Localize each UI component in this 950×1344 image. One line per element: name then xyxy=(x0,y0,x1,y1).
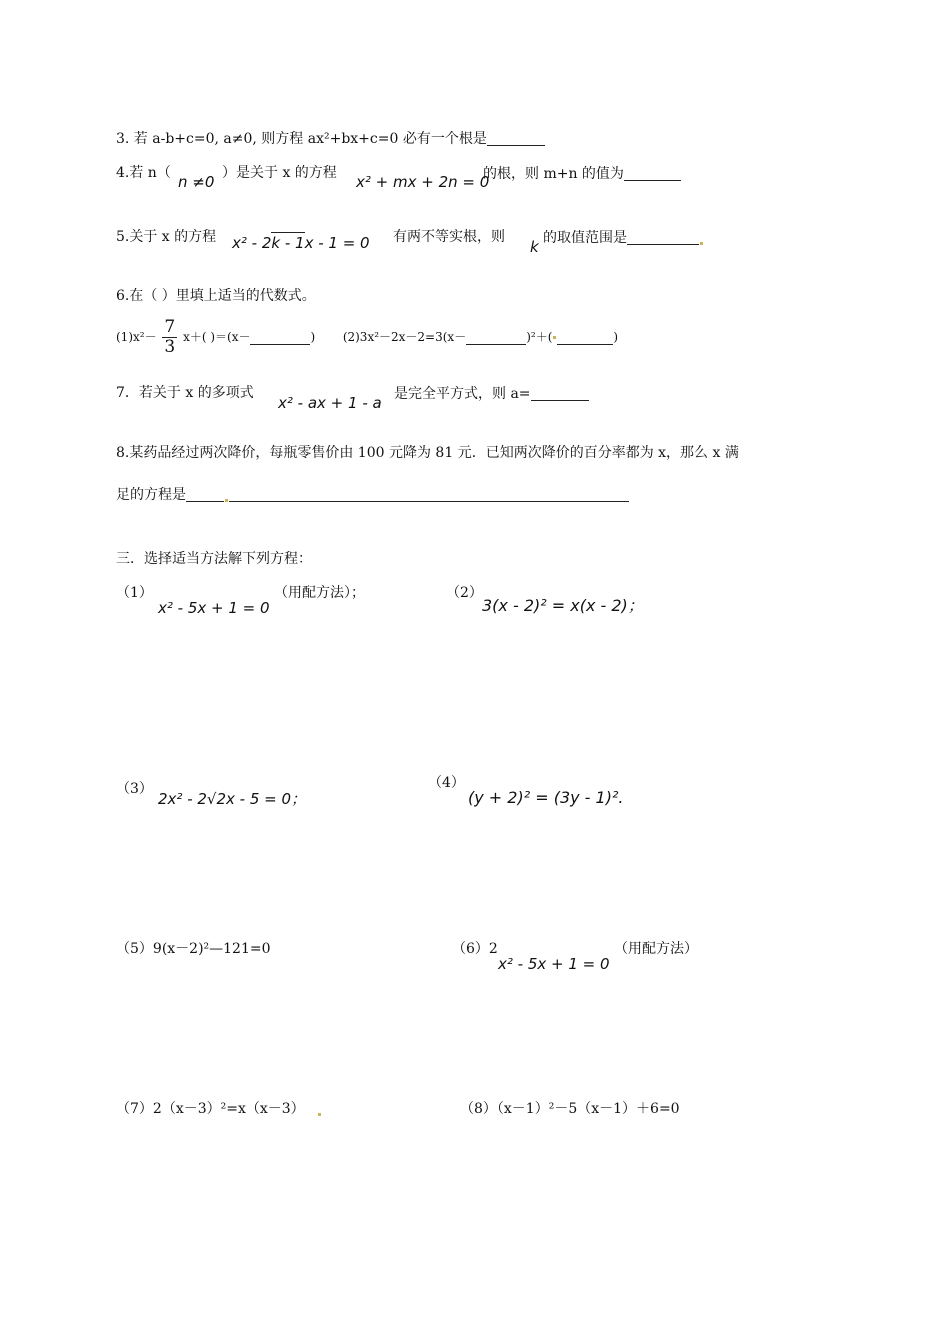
question-8-line-2 xyxy=(116,487,629,502)
problem-7-line xyxy=(116,1102,322,1116)
fraction xyxy=(162,318,177,356)
question-8-prefix: 足的方程是 xyxy=(116,487,186,503)
question-4-suffix: 的根，则 m+n 的值为 xyxy=(483,166,624,182)
question-5-suffix: 的取值范围是 xyxy=(543,230,627,246)
question-7-suffix-line xyxy=(394,386,589,401)
answer-blank[interactable] xyxy=(624,166,681,181)
question-4-condition: n ≠0 xyxy=(178,173,215,191)
problem-6-note: （用配方法） xyxy=(614,941,698,957)
question-6-parts xyxy=(116,318,618,356)
answer-blank[interactable] xyxy=(250,330,310,345)
question-3 xyxy=(116,131,545,146)
fraction-denominator: 3 xyxy=(164,336,176,357)
problem-1-note: （用配方法）； xyxy=(274,585,365,601)
answer-blank[interactable] xyxy=(627,230,699,245)
part-2-mid: )²＋( xyxy=(526,330,553,345)
question-4-suffix-line xyxy=(483,166,681,181)
problem-1-label: （1） xyxy=(116,585,153,601)
problem-7: （7）2（x－3）²=x（x－3） xyxy=(116,1101,305,1117)
problem-6-equation: x² - 5x + 1 = 0 xyxy=(498,955,610,973)
question-7-expression: x² - ax + 1 - a xyxy=(278,394,382,412)
question-8-line-1: 8.某药品经过两次降价，每瓶零售价由 100 元降为 81 元．已知两次降价的百分率都为 x，那么 x 满 xyxy=(116,445,739,461)
question-7-prefix: 7．若关于 x 的多项式 xyxy=(116,385,254,401)
answer-blank[interactable] xyxy=(466,330,526,345)
problem-5: （5）9(x－2)²—121=0 xyxy=(116,941,271,957)
answer-blank[interactable] xyxy=(186,487,224,502)
part-1-mid: x＋( )＝(x－ xyxy=(183,330,251,345)
answer-blank[interactable] xyxy=(531,386,589,401)
question-5-suffix-line xyxy=(543,230,704,245)
question-5-mid: 有两不等实根，则 xyxy=(393,229,505,245)
question-5-equation: x² - 2k - 1x - 1 = 0 xyxy=(232,234,370,252)
part-2-end: ) xyxy=(613,330,619,345)
question-4-mid: ）是关于 x 的方程 xyxy=(222,165,337,181)
problem-2-equation: 3(x - 2)² = x(x - 2)； xyxy=(482,596,644,615)
problem-8: （8）（x－1）²－5（x－1）＋6=0 xyxy=(460,1101,680,1117)
part-1-end: ) xyxy=(310,330,316,345)
question-3-text: 3. 若 a-b+c=0, a≠0, 则方程 ax²+bx+c=0 必有一个根是 xyxy=(116,131,487,147)
mark-dot xyxy=(225,499,228,502)
problem-3-equation: 2x² - 2√2x - 5 = 0； xyxy=(158,790,307,808)
answer-blank[interactable] xyxy=(557,330,613,345)
answer-blank[interactable] xyxy=(229,487,629,502)
question-4-prefix: 4.若 n（ xyxy=(116,165,171,181)
mark-dot xyxy=(318,1113,321,1116)
answer-blank[interactable] xyxy=(487,131,545,146)
question-6: 6.在（ ）里填上适当的代数式。 xyxy=(116,288,316,304)
problem-3-label: （3） xyxy=(116,781,153,797)
problem-1-equation: x² - 5x + 1 = 0 xyxy=(158,599,270,617)
problem-4-equation: (y + 2)² = (3y - 1)². xyxy=(468,788,624,807)
question-4 xyxy=(116,166,171,180)
part-2-start: (2)3x²－2x－2=3(x－ xyxy=(342,330,467,345)
problem-6-label: （6）2 xyxy=(452,941,498,957)
mark-dot xyxy=(700,242,703,245)
mark-dot xyxy=(553,336,556,339)
fraction-numerator: 7 xyxy=(164,317,176,337)
question-5-prefix: 5.关于 x 的方程 xyxy=(116,229,217,245)
question-7-suffix: 是完全平方式，则 a= xyxy=(394,386,531,402)
part-1-start: (1)x²－ xyxy=(116,330,157,345)
section-3-title: 三．选择适当方法解下列方程： xyxy=(116,551,312,567)
problem-4-label: （4） xyxy=(428,775,465,791)
problem-2-label: （2） xyxy=(446,585,483,601)
question-4-equation: x² + mx + 2n = 0 xyxy=(356,173,490,191)
question-5-var: k xyxy=(530,238,539,256)
